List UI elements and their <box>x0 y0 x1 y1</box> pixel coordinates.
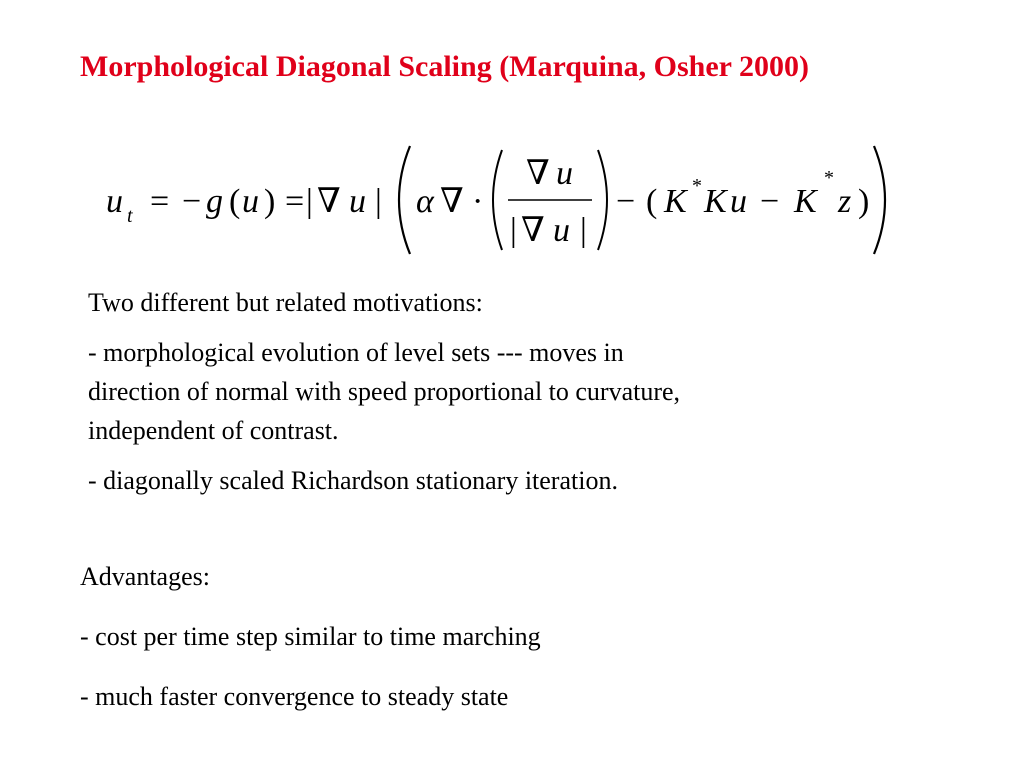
eq-nabla-2: ∇ <box>440 183 464 220</box>
equation <box>0 140 1024 260</box>
advantage-item-2: - much faster convergence to steady state <box>80 682 509 711</box>
eq-minus-1: − <box>182 183 202 220</box>
eq-rparen-1: ) <box>264 183 276 220</box>
eq-equals-2: = <box>285 183 305 220</box>
eq-abs-close: | <box>375 183 382 220</box>
eq-u-1: u <box>242 183 259 220</box>
eq-z: z <box>838 183 852 220</box>
eq-rparen-2: ) <box>858 183 870 220</box>
eq-lparen-1: ( <box>229 183 241 220</box>
eq-frac-den-bar-2: | <box>580 212 587 249</box>
eq-u-2: u <box>349 183 366 220</box>
advantages-section <box>80 557 940 716</box>
eq-g: g <box>206 183 223 220</box>
eq-star-2: * <box>824 167 834 189</box>
eq-lparen-2: ( <box>646 183 658 220</box>
eq-K-2: K <box>704 183 727 220</box>
slide-title: Morphological Diagonal Scaling (Marquina, Osher 2000) <box>80 50 809 83</box>
eq-nabla-1: ∇ <box>317 183 341 220</box>
eq-inner-lparen <box>493 150 502 250</box>
eq-equals-1: = <box>150 183 170 220</box>
eq-lhs-sub: t <box>127 205 133 227</box>
eq-lhs-u: u <box>106 183 123 220</box>
motivation-item-1-line-1: - morphological evolution of level sets --- moves in <box>88 338 624 367</box>
advantage-item-1: - cost per time step similar to time marching <box>80 622 541 651</box>
eq-u-3: u <box>730 183 747 220</box>
eq-minus-3: − <box>760 183 780 220</box>
eq-frac-den-nabla: ∇ <box>521 212 545 249</box>
eq-minus-2: − <box>616 183 636 220</box>
eq-dot: · <box>472 183 484 220</box>
motivation-item-2: - diagonally scaled Richardson stationary iteration. <box>88 466 618 495</box>
eq-frac-num-nabla: ∇ <box>526 155 550 192</box>
eq-K-3: K <box>794 183 817 220</box>
eq-big-lparen <box>399 146 410 254</box>
motivation-item-1-line-3: independent of contrast. <box>88 416 339 445</box>
eq-frac-num-u: u <box>556 155 573 192</box>
eq-inner-rparen <box>598 150 607 250</box>
motivation-item-1-line-2: direction of normal with speed proportional to curvature, <box>88 377 681 406</box>
eq-frac-den-bar-1: | <box>510 212 517 249</box>
eq-frac-den-u: u <box>553 212 570 249</box>
eq-alpha: α <box>416 183 434 220</box>
advantages-heading: Advantages: <box>80 562 210 591</box>
motivations-section <box>88 283 948 500</box>
eq-big-rparen <box>874 146 885 254</box>
eq-abs-open: | <box>306 183 313 220</box>
eq-star-1: * <box>692 175 702 197</box>
motivations-heading: Two different but related motivations: <box>88 288 483 317</box>
eq-K-1: K <box>664 183 687 220</box>
